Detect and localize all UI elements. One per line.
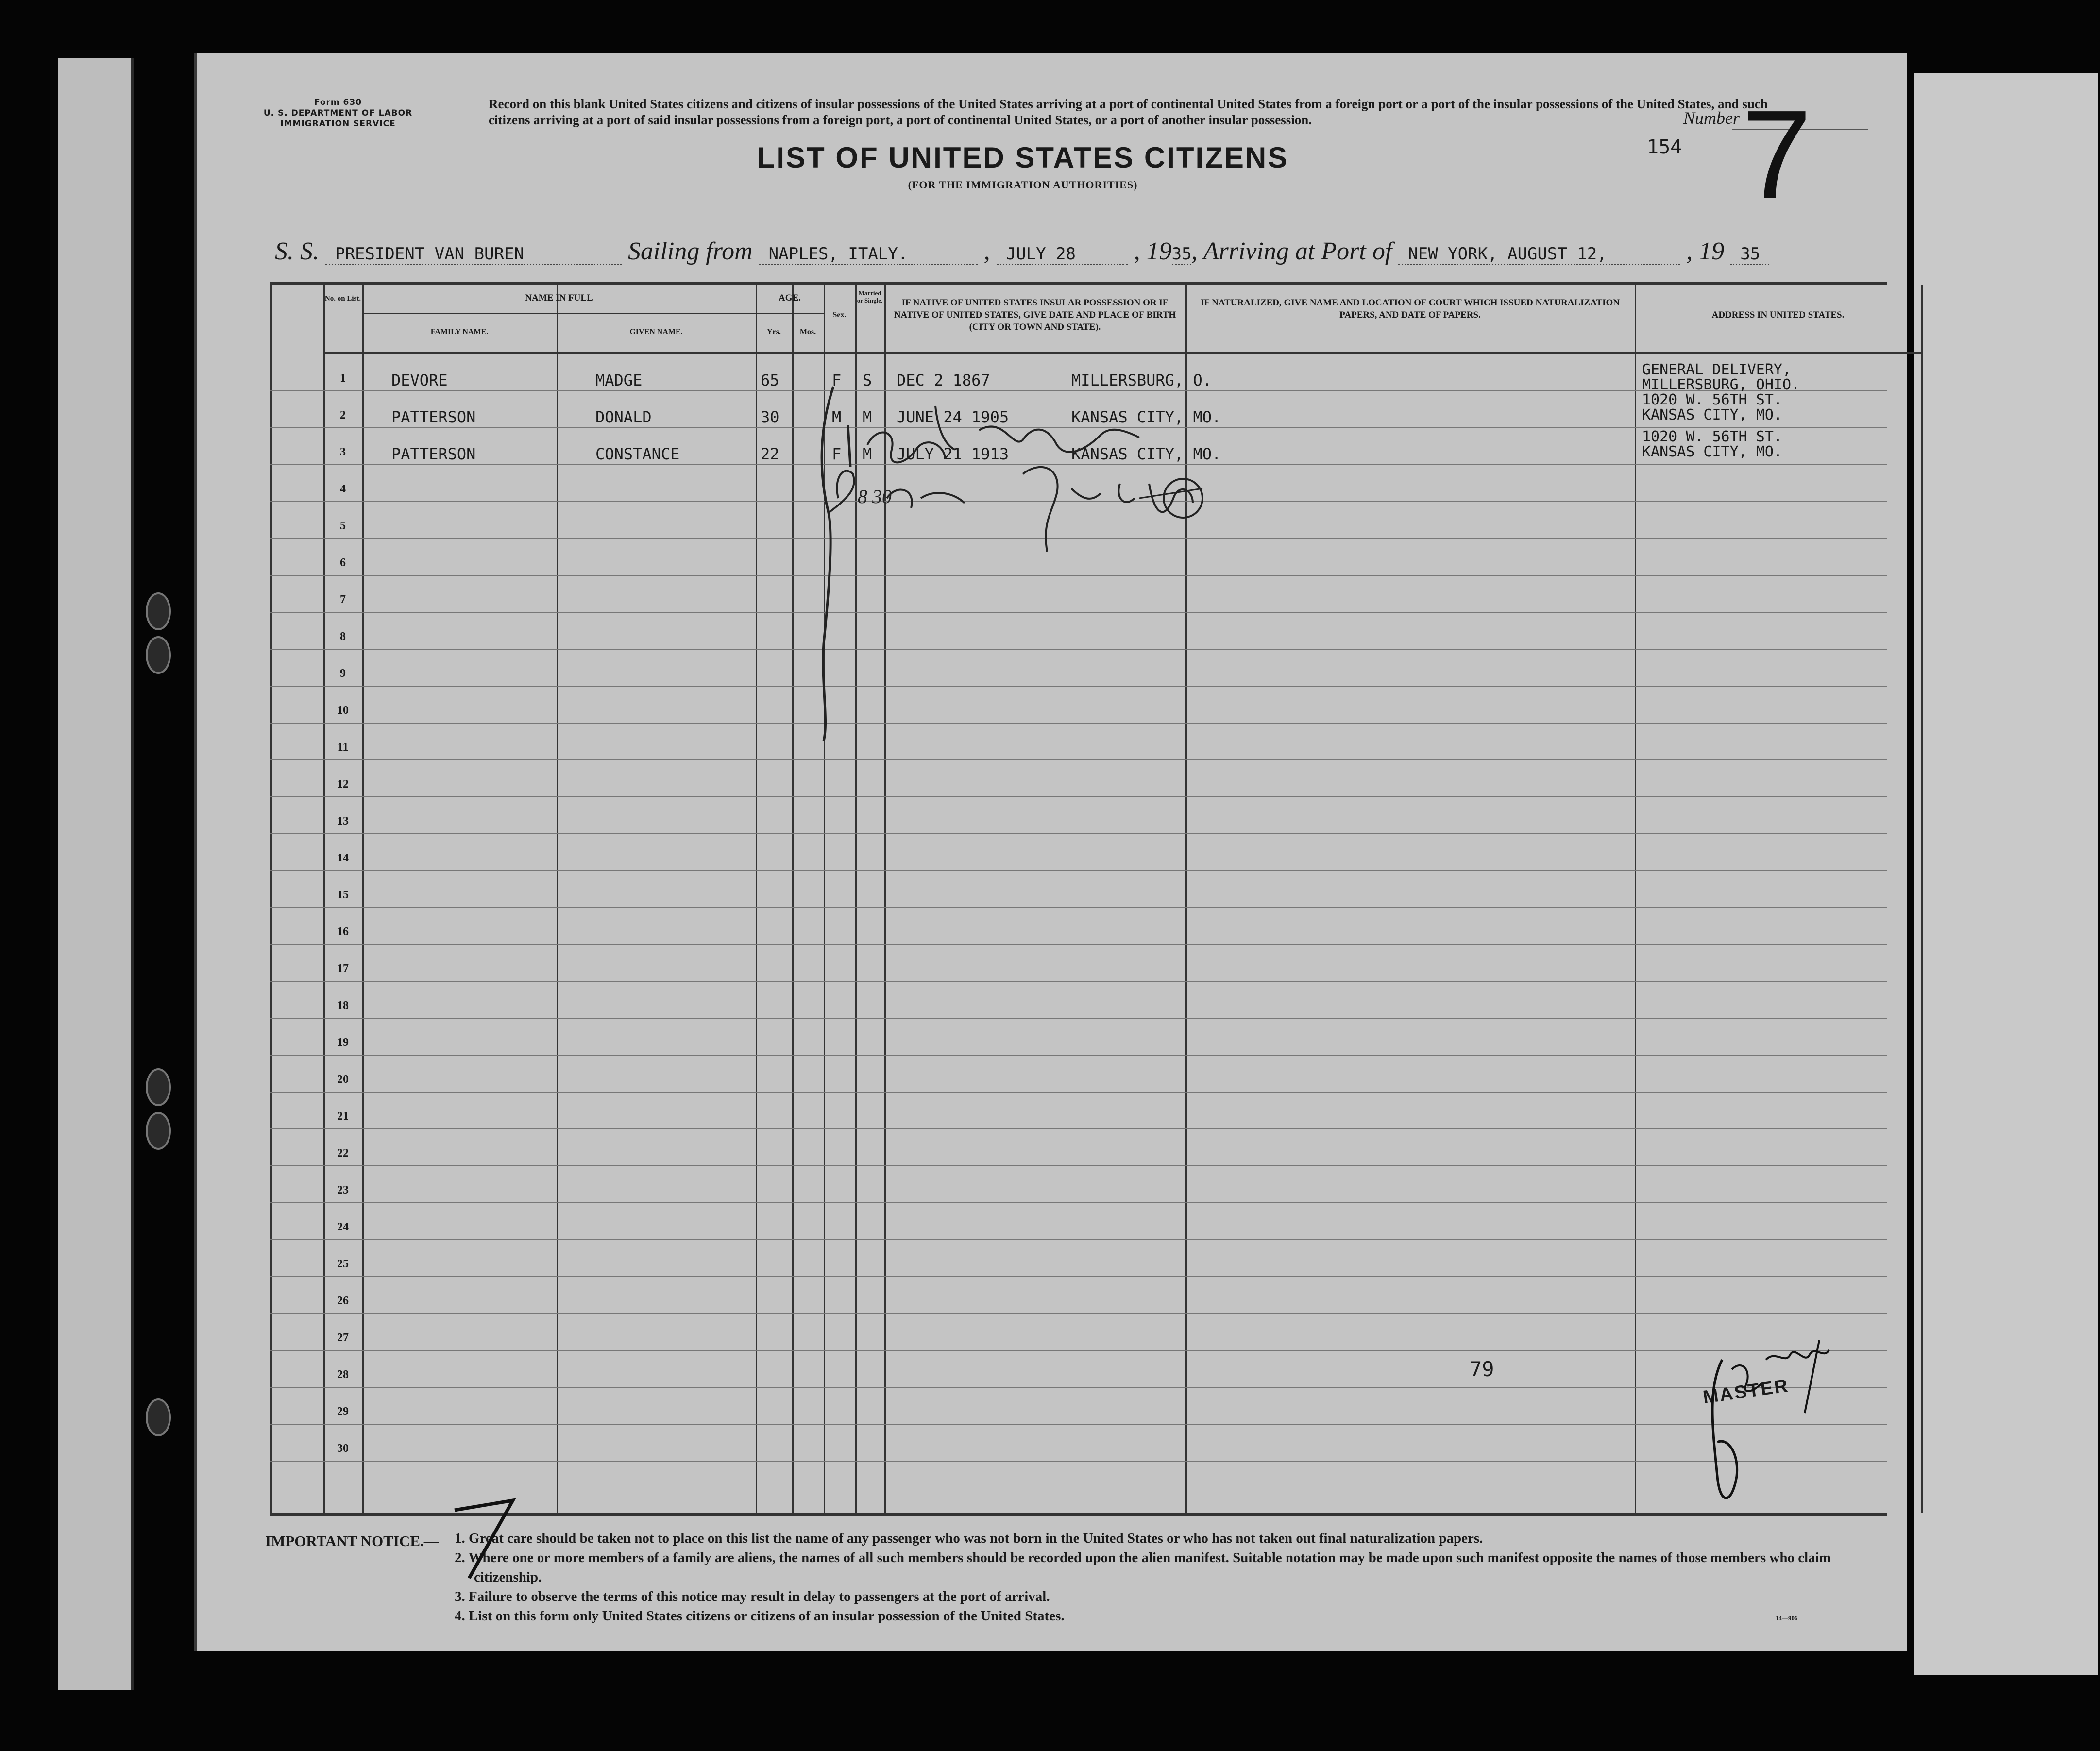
form-code: 14—906	[1776, 1615, 1798, 1622]
voyage-line: S. S. PRESIDENT VAN BUREN Sailing from NAPLES, ITALY. , JULY 28 , 1935, Arriving at Port of NEW YORK, AUGUST 12, , 19 35	[275, 237, 1848, 266]
birth-place: KANSAS CITY, MO.	[1071, 445, 1221, 463]
stamp-number: 154	[1647, 136, 1682, 158]
table-row	[270, 944, 1887, 982]
header-birth: IF NATIVE OF UNITED STATES INSULAR POSSESSION OR IF NATIVE OF UNITED STATES, GIVE DATE AND PLACE OF BIRTH (CITY OR TOWN AND STATE).	[894, 298, 1176, 332]
row-number: 20	[337, 1073, 349, 1086]
table-row	[270, 1387, 1887, 1425]
table-row	[270, 1202, 1887, 1240]
row-number: 6	[340, 556, 346, 569]
address: 1020 W. 56TH ST. KANSAS CITY, MO.	[1642, 391, 1782, 423]
binder-strip	[58, 58, 134, 1690]
table-row: 1 DEVORE MADGE 65 F S DEC 2 1867 MILLERSBURG, O. GENERAL DELIVERY, MILLERSBURG, OHIO.	[270, 354, 1887, 391]
form-number: Form 630	[314, 98, 362, 107]
header-name-in-full: NAME IN FULL	[525, 293, 593, 303]
arriving-year: 35	[1730, 244, 1769, 265]
svg-text:8 30: 8 30	[858, 486, 892, 507]
notice-item: 1. Great care should be taken not to place on this list the name of any passenger who was not born in the United States or who has not taken out final naturalization papers.	[455, 1531, 1483, 1546]
row-number: 11	[337, 741, 349, 754]
list-number: 7	[1742, 84, 1812, 225]
number-label: Number	[1683, 108, 1740, 128]
inspector-annotation	[673, 353, 1207, 765]
birth-date: JUNE 24 1905	[897, 408, 1009, 426]
sex: M	[832, 408, 842, 426]
table-row	[270, 907, 1887, 945]
department-name: U. S. DEPARTMENT OF LABOR	[263, 108, 413, 118]
row-number: 27	[337, 1331, 349, 1344]
binder-hole	[146, 1112, 171, 1150]
row-number: 9	[340, 667, 346, 680]
row-number: 23	[337, 1184, 349, 1196]
age-years: 30	[761, 408, 779, 426]
marital-status: S	[863, 371, 872, 389]
table-row	[270, 981, 1887, 1019]
arriving-port: NEW YORK, AUGUST 12,	[1398, 244, 1680, 265]
sailing-date: JULY 28	[997, 244, 1128, 265]
row-number: 12	[337, 778, 349, 791]
form-identifier	[260, 97, 416, 129]
row-number: 17	[337, 962, 349, 975]
given-name: MADGE	[595, 371, 643, 389]
ship-name: PRESIDENT VAN BUREN	[325, 244, 622, 265]
row-number: 8	[340, 630, 346, 643]
address: 1020 W. 56TH ST. KANSAS CITY, MO.	[1642, 428, 1782, 460]
row-number: 24	[337, 1221, 349, 1233]
table-row	[270, 1018, 1887, 1056]
row-number: 22	[337, 1147, 349, 1160]
page-number: 79	[1470, 1357, 1494, 1381]
row-number: 4	[340, 483, 346, 495]
manifest-sheet	[194, 53, 1907, 1651]
notice-label: IMPORTANT NOTICE.—	[265, 1532, 439, 1549]
given-name: CONSTANCE	[595, 445, 680, 463]
age-years: 22	[761, 445, 779, 463]
table-row	[270, 1350, 1887, 1388]
family-name: PATTERSON	[391, 445, 476, 463]
header-family-name: FAMILY NAME.	[430, 328, 489, 336]
record-instructions: Record on this blank United States citizens and citizens of insular possessions of the United States arriving at a port of continental United States from a foreign port or a port of the insular possessions of the United States, and such citizens arriving at a port of said insular possessions from a foreign port, a port of continental United States, or a port of another insular possession.	[489, 97, 1768, 127]
row-number: 7	[340, 593, 346, 606]
row-number: 28	[337, 1368, 349, 1381]
notice-item: 3. Failure to observe the terms of this notice may result in delay to passengers at the port of arrival.	[455, 1589, 1050, 1604]
marital-status: M	[863, 408, 872, 426]
row-number: 15	[337, 889, 349, 901]
header-naturalized: IF NATURALIZED, GIVE NAME AND LOCATION OF COURT WHICH ISSUED NATURALIZATION PAPERS, AND DATE OF PAPERS.	[1200, 298, 1620, 320]
row-number: 21	[337, 1110, 349, 1123]
binder-hole	[146, 1068, 171, 1106]
notice-item: 4. List on this form only United States citizens or citizens of an insular possession of the United States.	[455, 1608, 1065, 1624]
year-prefix: 19	[1146, 237, 1172, 265]
family-name: PATTERSON	[391, 408, 476, 426]
arriving-label: , Arriving at Port of	[1191, 237, 1392, 265]
sex: F	[832, 371, 842, 389]
birth-date: JULY 21 1913	[897, 445, 1009, 463]
binder-hole	[146, 592, 171, 630]
table-row	[270, 1424, 1887, 1462]
table-row	[270, 1165, 1887, 1203]
binder-hole	[146, 636, 171, 674]
header-mos: Mos.	[799, 328, 816, 336]
back-sheet	[1914, 73, 2098, 1675]
sex: F	[832, 445, 842, 463]
row-number: 16	[337, 926, 349, 938]
header-no-on-list: No. on List.	[324, 295, 361, 303]
table-row	[270, 1128, 1887, 1166]
address: GENERAL DELIVERY, MILLERSBURG, OHIO.	[1642, 361, 1800, 393]
table-row	[270, 1276, 1887, 1314]
table-row	[270, 833, 1887, 871]
sailing-label: Sailing from	[628, 237, 753, 265]
notice-item: 2. Where one or more members of a family are aliens, the names of all such members should be recorded upon the alien manifest. Suitable notation may be made upon such manifest opposite the names of those members who claim citizenship.	[455, 1550, 1831, 1585]
row-number: 5	[340, 520, 346, 532]
binder-hole	[146, 1398, 171, 1436]
family-name: DEVORE	[391, 371, 448, 389]
row-number: 25	[337, 1258, 349, 1270]
marital-status: M	[863, 445, 872, 463]
row-number: 30	[337, 1442, 349, 1455]
sailing-port: NAPLES, ITALY.	[759, 244, 978, 265]
master-signature	[1693, 1330, 1848, 1525]
table-row	[270, 796, 1887, 834]
table-row: 2 PATTERSON DONALD 30 M M JUNE 24 1905 KANSAS CITY, MO. 1020 W. 56TH ST. KANSAS CITY, MO.	[270, 390, 1887, 428]
passenger-table	[270, 282, 1887, 1516]
row-number: 13	[337, 815, 349, 827]
tally-mark	[833, 421, 863, 474]
header-yrs: Yrs.	[767, 328, 781, 336]
table-row	[270, 1055, 1887, 1093]
row-number: 18	[337, 999, 349, 1012]
header-age: AGE.	[779, 293, 801, 303]
row-number: 26	[337, 1295, 349, 1307]
ss-label: S. S.	[275, 237, 319, 265]
year-prefix-2: 19	[1699, 237, 1725, 265]
service-name: IMMIGRATION SERVICE	[280, 119, 396, 129]
page-subtitle: (FOR THE IMMIGRATION AUTHORITIES)	[908, 179, 1138, 191]
sailing-year: 35	[1172, 244, 1191, 265]
row-number: 29	[337, 1405, 349, 1418]
table-row	[270, 1239, 1887, 1277]
row-number: 19	[337, 1036, 349, 1049]
birth-place: KANSAS CITY, MO.	[1071, 408, 1221, 426]
birth-date: DEC 2 1867	[897, 371, 990, 389]
row-number: 14	[337, 852, 349, 864]
table-row: 3 PATTERSON CONSTANCE 22 F M JULY 21 1913 KANSAS CITY, MO. 1020 W. 56TH ST. KANSAS CITY, MO.	[270, 427, 1887, 465]
notice-list	[455, 1529, 1863, 1626]
page-title: LIST OF UNITED STATES CITIZENS	[757, 141, 1289, 174]
header-married-single: Married or Single.	[857, 289, 883, 304]
master-label: MASTER	[1701, 1375, 1791, 1408]
row-number: 10	[337, 704, 349, 717]
header-given-name: GIVEN NAME.	[629, 328, 683, 336]
table-row	[270, 1092, 1887, 1129]
given-name: DONALD	[595, 408, 652, 426]
birth-place: MILLERSBURG, O.	[1071, 371, 1212, 389]
table-row	[270, 1313, 1887, 1351]
age-years: 65	[761, 371, 779, 389]
handwritten-seven	[440, 1471, 527, 1588]
header-address: ADDRESS IN UNITED STATES.	[1711, 310, 1845, 320]
header-sex: Sex.	[832, 311, 847, 319]
table-row	[270, 870, 1887, 908]
